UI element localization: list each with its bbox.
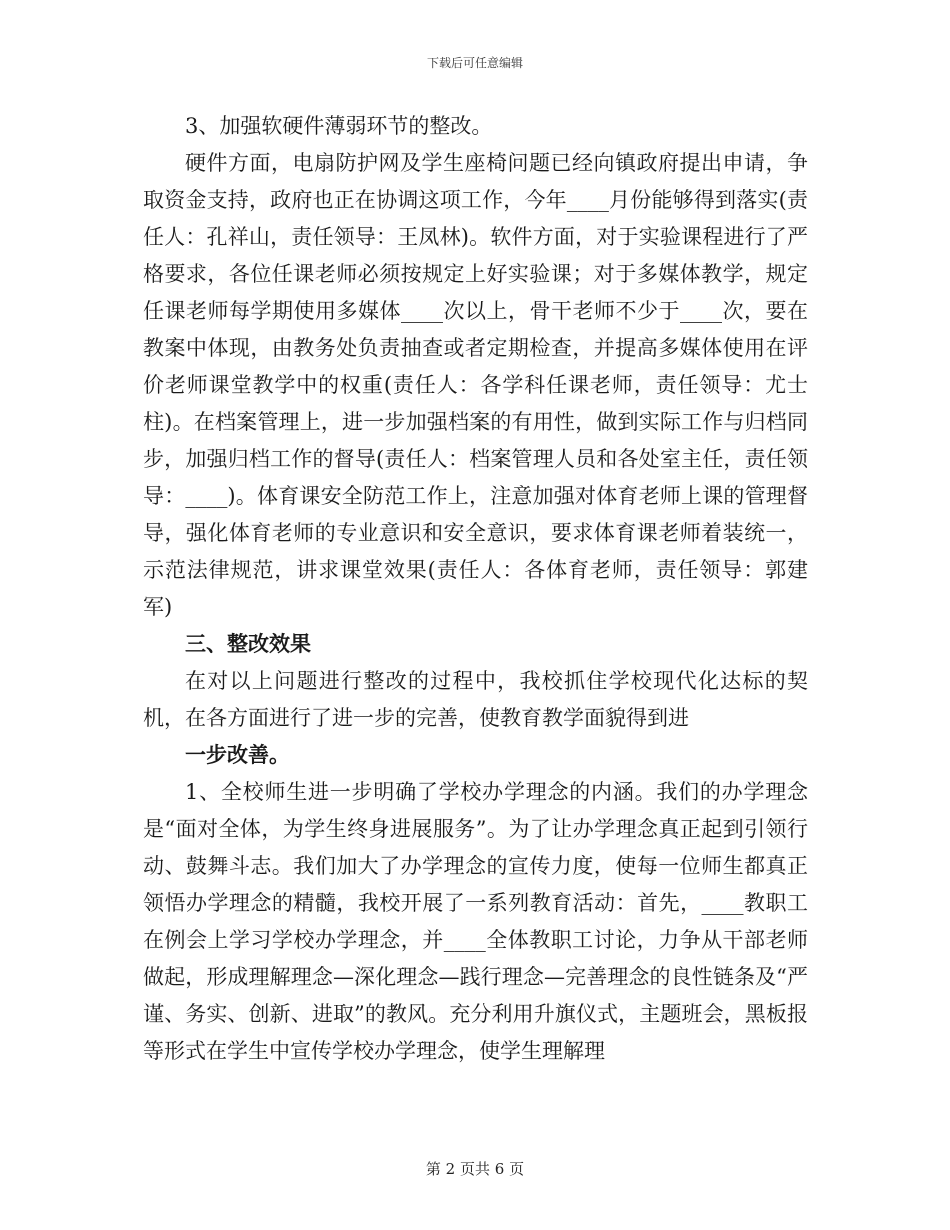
section-subheading: 3、加强软硬件薄弱环节的整改。	[185, 114, 493, 138]
body-paragraph: 在对以上问题进行整改的过程中，我校抓住学校现代化达标的契机，在各方面进行了进一步的完善，使教育教学面貌得到进	[143, 669, 808, 730]
body-paragraph-continuation: 一步改善。	[185, 743, 290, 767]
section-heading: 三、整改效果	[185, 632, 311, 656]
body-paragraph: 硬件方面，电扇防护网及学生座椅问题已经向镇政府提出申请，争取资金支持，政府也正在协调这项工作，今年____月份能够得到落实(责任人：孔祥山，责任领导：王凤林)。软件方面，对于实验课程进行了严格要求，各位任课老师必须按规定上好实验课；对于多媒体教学，规定任课老师每学期使用多媒体____次以上，骨干老师不少于____次，要在教案中体现，由教务处负责抽查或者定期检查，并提高多媒体使用在评价老师课堂教学中的权重(责任人：各学科任课老师，责任领导：尤士柱)。在档案管理上，进一步加强档案的有用性，做到实际工作与归档同步，加强归档工作的督导(责任人：档案管理人员和各处室主任，责任领导：____)。体育课安全防范工作上，注意加强对体育老师上课的管理督导，强化体育老师的专业意识和安全意识，要求体育课老师着装统一，示范法律规范，讲求课堂效果(责任人：各体育老师，责任领导：郭建军)	[143, 151, 808, 619]
page-header-note: 下载后可任意编辑	[426, 56, 523, 70]
body-paragraph: 1、全校师生进一步明确了学校办学理念的内涵。我们的办学理念是“面对全体，为学生终身进展服务”。为了让办学理念真正起到引领行动、鼓舞斗志。我们加大了办学理念的宣传力度，使每一位师生都真正领悟办学理念的精髓，我校开展了一系列教育活动：首先，____教职工在例会上学习学校办学理念，并____全体教职工讨论，力争从干部老师做起，形成理解理念—深化理念—践行理念—完善理念的良性链条及“严谨、务实、创新、进取”的教风。充分利用升旗仪式，主题班会，黑板报等形式在学生中宣传学校办学理念，使学生理解理	[143, 780, 808, 1063]
page-number: 第 2 页共 6 页	[425, 1160, 525, 1178]
document-body	[143, 108, 808, 1070]
